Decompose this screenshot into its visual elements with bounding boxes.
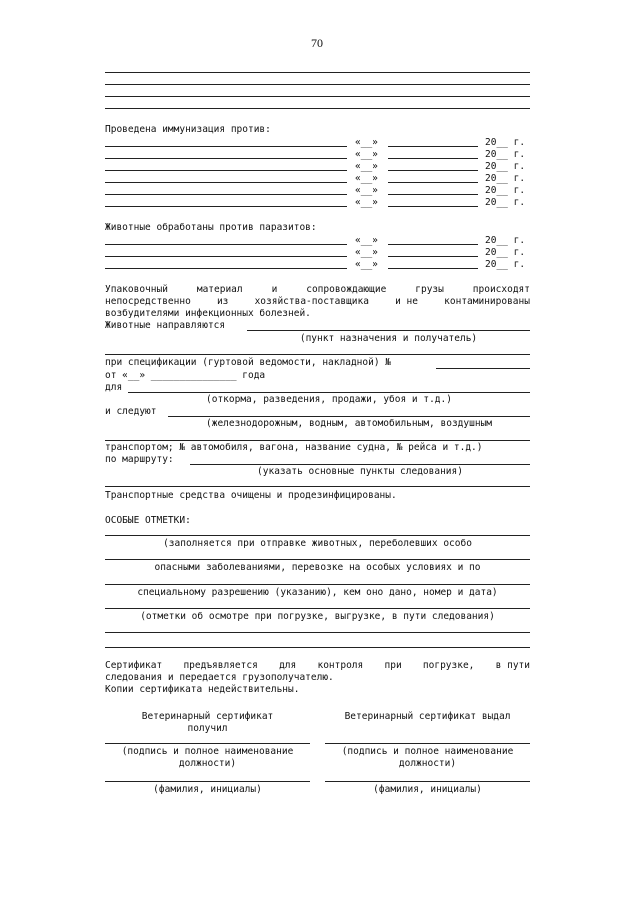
received-title: Ветеринарный сертификат [141, 711, 274, 722]
received-title-2: получил [187, 723, 228, 734]
special-caption-2: опасными заболеваниями, перевозке на особых условиях и по [154, 562, 481, 573]
disease-field[interactable] [105, 206, 347, 207]
special-heading: ОСОБЫЕ ОТМЕТКИ: [105, 515, 191, 526]
receiver-name-caption: (фамилия, инициалы) [153, 784, 262, 795]
date-year-field[interactable]: 20__ г. [485, 149, 526, 160]
special-caption-4: (отметки об осмотре при погрузке, выгрузке, в пути следования) [140, 611, 495, 622]
date-day-field[interactable]: «__» [355, 161, 378, 172]
disinfected-statement: Транспортные средства очищены и продезинфицированы. [105, 490, 397, 501]
disease-field[interactable] [105, 158, 347, 159]
route-field[interactable] [190, 464, 530, 465]
receiver-name-field[interactable] [105, 781, 310, 782]
disease-field[interactable] [105, 170, 347, 171]
date-month-field[interactable] [388, 158, 478, 159]
date-year-field[interactable]: 20__ г. [485, 235, 526, 246]
word: материал [196, 284, 243, 295]
purpose-caption: (откорма, разведения, продажи, убоя и т.д.) [206, 394, 452, 405]
word: в пути [495, 660, 530, 671]
disease-field[interactable] [105, 256, 347, 257]
date-year-field[interactable]: 20__ г. [485, 137, 526, 148]
transport-field[interactable] [168, 416, 530, 417]
date-day-field[interactable]: «__» [355, 259, 378, 270]
blank-line[interactable] [105, 632, 530, 633]
transport-line: транспортом; № автомобиля, вагона, название судна, № рейса и т.д.) [105, 442, 483, 453]
date-month-field[interactable] [388, 206, 478, 207]
issuer-name-field[interactable] [325, 781, 530, 782]
word: грузы [415, 284, 444, 295]
word: хозяйства-поставщика [254, 296, 369, 307]
transport-caption: (железнодорожным, водным, автомобильным, воздушным [206, 418, 492, 429]
packing-line-3: возбудителями инфекционных болезней. [105, 308, 311, 319]
disease-field[interactable] [105, 182, 347, 183]
disease-field[interactable] [105, 194, 347, 195]
packing-line-1 [105, 284, 530, 295]
word: контаминированы [444, 296, 530, 307]
date-year-field[interactable]: 20__ г. [485, 197, 526, 208]
word: при [384, 660, 402, 671]
date-year-field[interactable]: 20__ г. [485, 173, 526, 184]
special-caption-3: специальному разрешению (указанию), кем оно дано, номер и дата) [137, 587, 498, 598]
date-year-field[interactable]: 20__ г. [485, 161, 526, 172]
parasites-heading: Животные обработаны против паразитов: [105, 222, 317, 233]
date-day-field[interactable]: «__» [355, 235, 378, 246]
date-day-field[interactable]: «__» [355, 197, 378, 208]
disease-field[interactable] [105, 244, 347, 245]
word: Упаковочный [105, 284, 168, 295]
special-caption-1: (заполняется при отправке животных, переболевших особо [163, 538, 472, 549]
certificate-line-3: Копии сертификата недействительны. [105, 684, 300, 695]
receiver-position-caption: должности) [178, 758, 237, 769]
from-date-label: от «__» _______________ года [105, 370, 266, 381]
immunization-heading: Проведена иммунизация против: [105, 124, 271, 135]
packing-line-2 [105, 296, 530, 307]
blank-line[interactable] [105, 486, 530, 487]
word: погрузке, [422, 660, 475, 671]
issuer-signature-field[interactable] [325, 743, 530, 744]
disease-field[interactable] [105, 268, 347, 269]
issued-title: Ветеринарный сертификат выдал [344, 711, 511, 722]
issuer-signature-caption: (подпись и полное наименование [341, 746, 514, 757]
date-year-field[interactable]: 20__ г. [485, 259, 526, 270]
special-field[interactable] [105, 608, 530, 609]
date-day-field[interactable]: «__» [355, 185, 378, 196]
blank-line[interactable] [105, 72, 530, 73]
word: контроля [317, 660, 364, 671]
date-month-field[interactable] [388, 194, 478, 195]
for-label: для [105, 382, 123, 393]
date-month-field[interactable] [388, 268, 478, 269]
word: происходят [472, 284, 530, 295]
word: для [279, 660, 297, 671]
word: Сертификат [105, 660, 163, 671]
receiver-signature-field[interactable] [105, 743, 310, 744]
issuer-name-caption: (фамилия, инициалы) [373, 784, 482, 795]
date-year-field[interactable]: 20__ г. [485, 185, 526, 196]
date-year-field[interactable]: 20__ г. [485, 247, 526, 258]
receiver-signature-caption: (подпись и полное наименование [121, 746, 294, 757]
route-caption: (указать основные пункты следования) [257, 466, 463, 477]
date-day-field[interactable]: «__» [355, 247, 378, 258]
word: и не [395, 296, 418, 307]
date-month-field[interactable] [388, 146, 478, 147]
word: предъявляется [183, 660, 258, 671]
blank-line[interactable] [105, 647, 530, 648]
blank-line[interactable] [105, 108, 530, 109]
word: сопровождающие [306, 284, 387, 295]
date-month-field[interactable] [388, 170, 478, 171]
date-month-field[interactable] [388, 256, 478, 257]
date-day-field[interactable]: «__» [355, 173, 378, 184]
date-day-field[interactable]: «__» [355, 149, 378, 160]
date-month-field[interactable] [388, 182, 478, 183]
word: из [216, 296, 229, 307]
per-spec-label: при спецификации (гуртовой ведомости, накладной) № [105, 357, 391, 368]
blank-line[interactable] [105, 354, 530, 355]
page-number: 70 [311, 36, 323, 50]
word: и [271, 284, 278, 295]
date-month-field[interactable] [388, 244, 478, 245]
certificate-line-2: следования и передается грузополучателю. [105, 672, 334, 683]
special-field[interactable] [105, 535, 530, 536]
blank-line[interactable] [105, 84, 530, 85]
spec-number-field[interactable] [436, 368, 530, 369]
destination-field[interactable] [247, 330, 530, 331]
route-label: по маршруту: [105, 454, 174, 465]
destination-caption: (пункт назначения и получатель) [299, 333, 478, 344]
issuer-position-caption: должности) [398, 758, 457, 769]
date-day-field[interactable]: «__» [355, 137, 378, 148]
disease-field[interactable] [105, 146, 347, 147]
and-follow-label: и следуют [105, 406, 157, 417]
blank-line[interactable] [105, 96, 530, 97]
special-field[interactable] [105, 584, 530, 585]
word: непосредственно [105, 296, 191, 307]
certificate-line-1 [105, 660, 530, 671]
special-field[interactable] [105, 559, 530, 560]
animals-sent-label: Животные направляются [105, 320, 226, 331]
blank-line[interactable] [105, 440, 530, 441]
purpose-field[interactable] [128, 392, 530, 393]
